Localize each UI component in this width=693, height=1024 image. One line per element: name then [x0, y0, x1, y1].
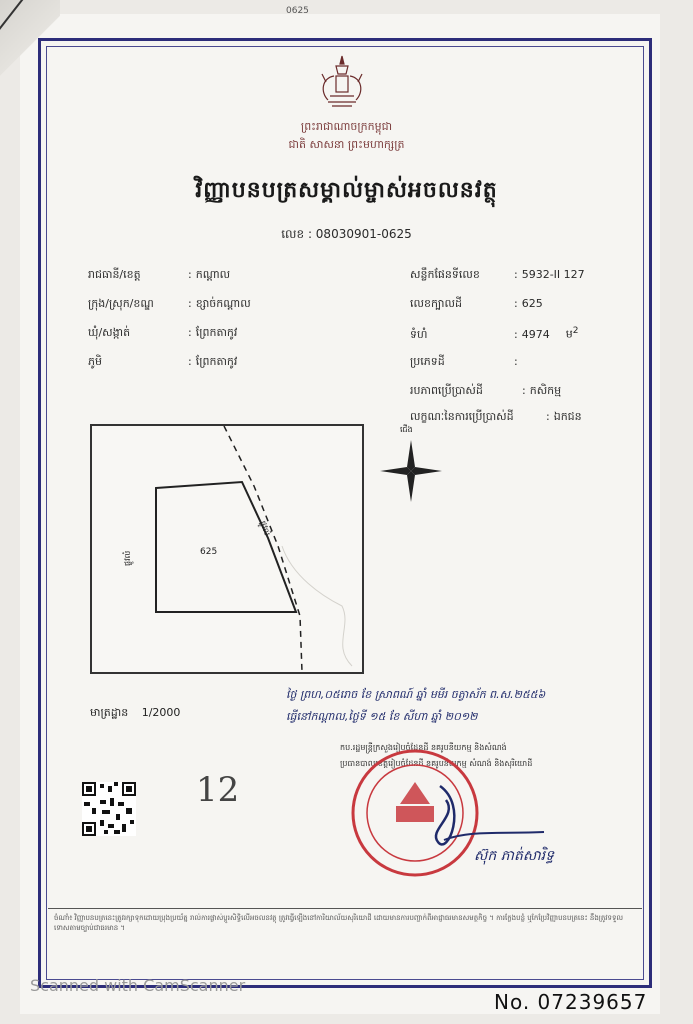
- compass-icon: [378, 438, 444, 504]
- royal-emblem-icon: [312, 52, 372, 112]
- top-handwritten-note: 0625: [286, 6, 309, 16]
- field-land-use: របភាពប្រើប្រាស់ដី : កសិកម្ម: [410, 384, 561, 400]
- official-title-line2: ប្រធានបាលខេត្តរៀបចំដែនដី នគរូបនីយកម្ម សំណង់ និងសុរិយោដី: [340, 759, 533, 768]
- field-label: រាជធានី/ខេត្ត: [88, 268, 141, 281]
- cert-number-label: លេខ: [281, 227, 305, 241]
- field-use-nature: លក្ខណៈនៃការប្រើប្រាស់ដី : ឯកជន: [410, 410, 582, 426]
- road-label-right: ផ្លូវលំ: [258, 519, 272, 537]
- field-value: ឯកជន: [553, 410, 582, 423]
- footnote: ចំណាំ៖ វិញ្ញាបនបត្រនេះត្រូវរក្សាទុកដោយប្រុងប្រយ័ត្ន រាល់ការផ្លាស់ប្តូរសិទ្ធិលើអចលនវត្ថុ ត្រូវធ្វើឡើងនៅការិយាល័យសុរិយោដី ដោយមានការបញ្ជាក់ពីអាជ្ញាធរមានសមត្ថកិច្ច ។ ការក្លែងបន្លំ ឬកែប្រែវិញ្ញាបនបត្រនេះ នឹងត្រូវទទួលទោសតាមច្បាប់ជាធរមាន ។: [48, 908, 642, 974]
- field-area: ទំហំ : 4974 ម$^2$: [410, 326, 578, 344]
- solar-date-line: ធ្វើនៅកណ្ដាល,ថ្ងៃទី ១៥ ខែ សីហា ឆ្នាំ ២០១២: [286, 710, 478, 723]
- field-label: លេខក្បាលដី: [410, 297, 462, 310]
- scale-value: 1/2000: [141, 706, 181, 719]
- national-motto: ជាតិ សាសនា ព្រះមហាក្សត្រ: [288, 138, 405, 151]
- certificate-title: វិញ្ញាបនបត្រសម្គាល់ម្ចាស់អចលនវត្ថុ: [195, 178, 498, 203]
- field-district: ក្រុង/ស្រុក/ខណ្ឌ : ខ្សាច់កណ្ដាល: [88, 297, 251, 313]
- field-unit-superscript: 2: [572, 326, 579, 336]
- official-seal-icon: [348, 746, 482, 880]
- parcel-map-drawing: [92, 426, 362, 672]
- serial-number: No. 07239657: [494, 990, 648, 1014]
- road-dashed-line: [224, 426, 302, 672]
- field-value: កសិកម្ម: [529, 384, 562, 397]
- field-label: ក្រុង/ស្រុក/ខណ្ឌ: [88, 297, 154, 310]
- field-value: កណ្ដាល: [195, 268, 231, 281]
- issuance-date: [286, 688, 545, 726]
- lunar-date-line: ថ្ងៃ ព្រហ,០៥រោច ខែ ស្រាពណ៍ ឆ្នាំ មមីរ ចត្វាស័ក ព.ស.២៥៥៦: [286, 688, 546, 701]
- road-label-left: ផ្លូវលំ: [123, 550, 132, 566]
- field-label: ភូមិ: [88, 355, 102, 368]
- parcel-outline: [156, 482, 296, 612]
- parcel-map: [90, 424, 364, 674]
- field-value: 5932-II 127: [521, 268, 585, 281]
- field-commune: ឃុំ/សង្កាត់ : ព្រែកតាកូវ: [88, 326, 237, 342]
- field-value: ព្រែកតាកូវ: [195, 326, 238, 339]
- scale-label: មាត្រដ្ឋាន: [90, 706, 129, 719]
- field-label: របភាពប្រើប្រាស់ដី: [410, 384, 483, 397]
- map-scale: [90, 706, 180, 722]
- field-value: 4974: [521, 327, 550, 341]
- field-parcel-number: លេខក្បាលដី : 625: [410, 297, 543, 313]
- field-value: ខ្សាច់កណ្ដាល: [195, 297, 251, 310]
- field-label: ទំហំ: [410, 327, 428, 341]
- field-value: 625: [521, 297, 543, 310]
- faint-contour: [282, 546, 352, 666]
- camscanner-watermark: Scanned with CamScanner: [30, 976, 246, 995]
- field-value: ព្រែកតាកូវ: [195, 355, 238, 368]
- field-unit: ម: [565, 327, 573, 341]
- field-province: រាជធានី/ខេត្ត : កណ្ដាល: [88, 268, 230, 284]
- north-label: ជើង: [400, 425, 413, 434]
- field-label: លក្ខណៈនៃការប្រើប្រាស់ដី: [410, 410, 514, 423]
- field-label: សន្លឹកផែនទីលេខ: [410, 268, 480, 281]
- handwritten-number: 12: [196, 770, 240, 810]
- field-label: ឃុំ/សង្កាត់: [88, 326, 131, 339]
- field-village: ភូមិ : ព្រែកតាកូវ: [88, 355, 237, 371]
- qr-code-icon: [82, 782, 136, 836]
- field-label: ប្រភេទដី: [410, 355, 445, 368]
- field-map-sheet: សន្លឹកផែនទីលេខ : 5932-II 127: [410, 268, 585, 284]
- cert-number-value: 08030901-0625: [315, 227, 412, 241]
- signer-name: ស៊ុក ភាត់សារិទ្ធ: [474, 848, 554, 864]
- field-land-type: ប្រភេទដី :: [410, 355, 522, 371]
- certificate-number-line: លេខ : 08030901-0625: [281, 227, 412, 241]
- parcel-number-label: 625: [200, 547, 218, 557]
- kingdom-heading: ព្រះរាជាណាចក្រកម្ពុជា: [300, 120, 393, 133]
- official-title-line1: កប.រដ្ឋមន្ត្រីក្រសួងរៀបចំដែនដី នគរូបនីយកម្ម និងសំណង់: [340, 743, 507, 752]
